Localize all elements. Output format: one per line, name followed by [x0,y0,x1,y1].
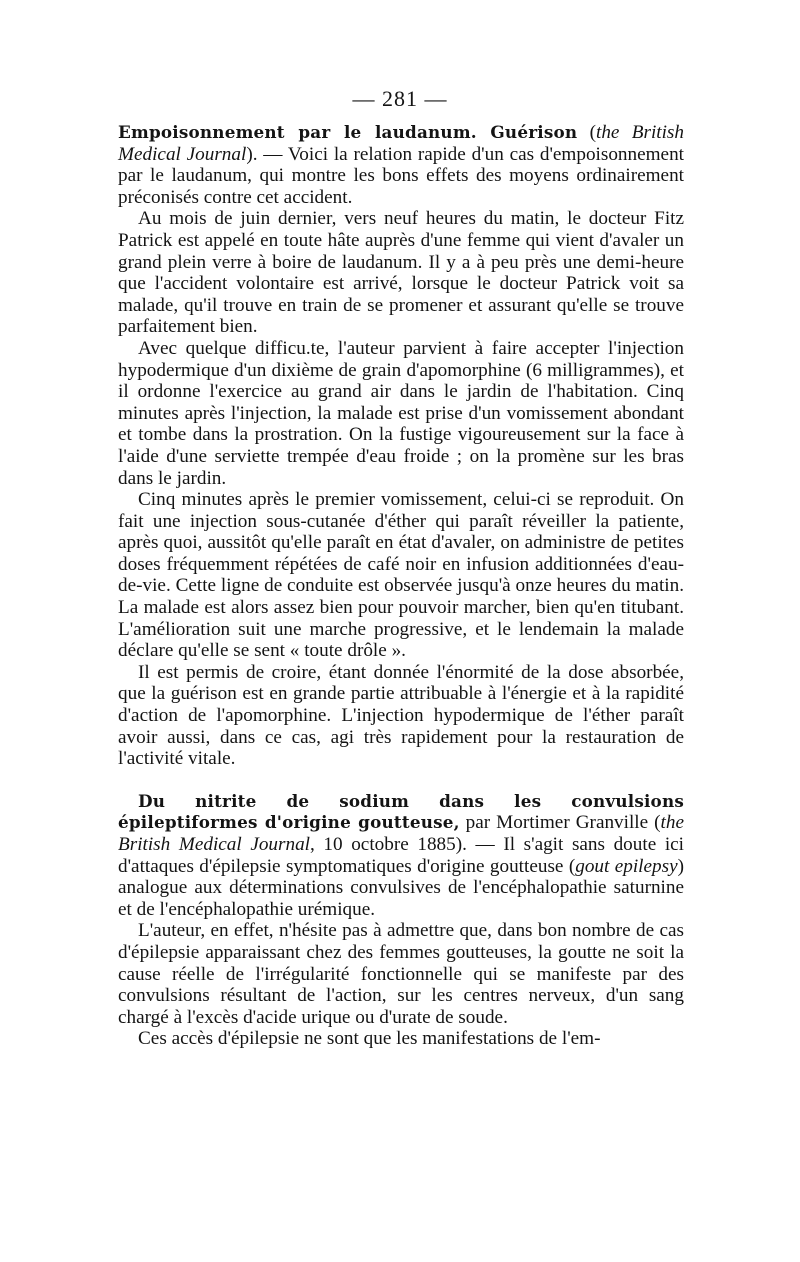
article-1-title: Empoisonnement par le laudanum. Guérison [118,122,578,142]
article-2-intro-b: ) analogue aux déterminations convulsives de l'encéphalopathie saturnine et de l'encéphalopathie urémique. [118,855,684,920]
article-1-lead-paragraph [118,122,684,208]
article-2-term: gout epilepsy [575,855,678,877]
article-2-paragraph: Ces accès d'épilepsie ne sont que les manifestations de l'em- [138,1028,601,1050]
article-2-intro-a: — Il s'agit sans doute ici d'attaques d'épilepsie symptomatiques d'origine goutteuse ( [118,834,684,877]
article-2-source-date: , 10 octobre 1885). [310,834,467,855]
page-number: — 281 — [352,86,448,111]
article-2-author: par Mortimer Granville ( [459,812,661,834]
article-2-title: Du nitrite de sodium dans les convulsions épileptiformes d'origine goutteuse, [118,790,684,833]
article-1-paragraph: Cinq minutes après le premier vomissement, celui-ci se reproduit. On fait une injection sous-cutanée d'éther qui paraît réveiller la patiente, après quoi, aussitôt qu'elle paraît en état d'avaler, on administre de petites doses fréquemment répétées de café noir en infusion additionnées d'eau-de-vie. Cette ligne de conduite est observée jusqu'à onze heures du matin. La malade est alors assez bien pour pouvoir marcher, bien qu'en titubant. L'amélioration suit une marche progressive, et le lendemain la malade déclare qu'elle se sent « toute drôle ». [118,489,684,662]
section-break [118,770,684,791]
article-1-source-close: ). [246,143,258,165]
article-2-lead-paragraph [118,791,684,921]
article-2-source: the British Medical Journal [118,812,684,855]
article-1-source: the British Medical Journal [118,122,684,165]
article-1-source-open: ( [589,122,596,143]
article-2-paragraph: L'auteur, en effet, n'hésite pas à admettre que, dans bon nombre de cas d'épilepsie apparaissant chez des femmes goutteuses, la goutte ne soit la cause réelle de l'irrégularité fonctionnelle qui se manifeste par des convulsions résultant de l'action, sur les centres nerveux, d'un sang chargé à l'excès d'acide urique ou d'urate de soude. [118,920,684,1028]
article-1-paragraph: Avec quelque difficu.te, l'auteur parvient à faire accepter l'injection hypodermique d'un dixième de grain d'apomorphine (6 milligrammes), et il ordonne l'exercice au grand air dans le jardin de l'habitation. Cinq minutes après l'injection, la malade est prise d'un vomissement abondant et tombe dans la prostration. On la fustige vigoureusement sur la face à l'aide d'une serviette trempée d'eau froide ; on la promène sur les bras dans le jardin. [118,337,684,489]
article-1-paragraph: Au mois de juin dernier, vers neuf heures du matin, le docteur Fitz Patrick est appelé en toute hâte auprès d'une femme qui vient d'avaler un grand plein verre à boire de laudanum. Il y a à peu près une demi-heure que l'accident volontaire est arrivé, lorsque le docteur Patrick voit sa malade, qu'il trouve en train de se promener et assurant qu'elle se trouve parfaitement bien. [118,208,684,338]
article-1-paragraph: Il est permis de croire, étant donnée l'énormité de la dose absorbée, que la guérison est en grande partie attribuable à l'énergie et à la rapidité d'action de l'apomorphine. L'injection hypodermique de l'éther paraît avoir aussi, dans ce cas, agi très rapidement pour la restauration de l'activité vitale. [118,661,684,770]
article-1-intro: — Voici la relation rapide d'un cas d'empoisonnement par le laudanum, qui montre les bons effets des moyens ordinairement préconisés contre cet accident. [118,143,685,208]
page-body [118,122,684,1050]
